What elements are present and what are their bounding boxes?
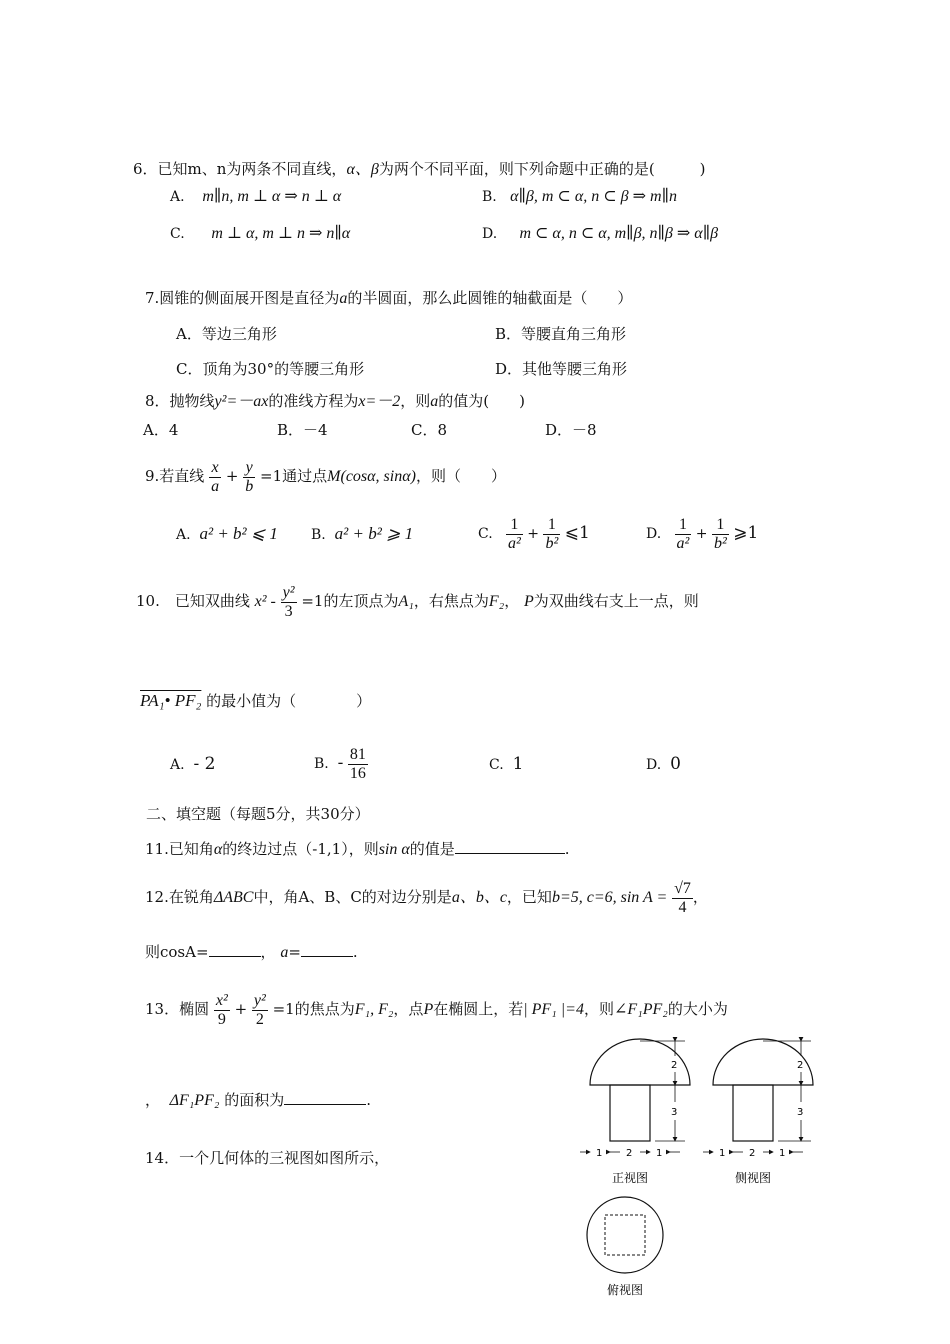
- front-view: [580, 1039, 690, 1152]
- q13-line2: ， ΔF₁PF₂ 的面积为 .: [145, 1088, 371, 1111]
- q7-option-d[interactable]: D．其他等腰三角形: [495, 360, 628, 378]
- front-view-label: 正视图: [612, 1171, 649, 1185]
- front-dim-right: 1: [656, 1148, 663, 1159]
- q10-option-d[interactable]: D. 0: [646, 754, 681, 774]
- q10-stem: 10. 已知双曲线 x² - $\frac{\text{y²}}{3}$ =1的左顶点为A₁，右焦点为F₂， P为双曲线右支上一点，则: [136, 583, 699, 620]
- q12-line2: 则cosA= ， a= .: [145, 940, 358, 963]
- q6-option-b[interactable]: B. α∥β, m ⊂ α, n ⊂ β ⇒ m∥n: [482, 188, 677, 205]
- side-view-stem: [733, 1085, 773, 1141]
- q6-option-a[interactable]: A. m∥n, m ⊥ α ⇒ n ⊥ α: [170, 188, 342, 205]
- q14-stem: 14．一个几何体的三视图如图所示，: [145, 1149, 390, 1167]
- q12-a-blank[interactable]: [301, 940, 353, 957]
- q9-stem: 9.若直线 $\frac{x}{a}$ + $\frac{y}{b}$ =1通过点M(cosα, sinα)，则（ ）: [145, 458, 506, 495]
- q6-option-d[interactable]: D. m ⊂ α, n ⊂ α, m∥β, n∥β ⇒ α∥β: [482, 225, 719, 242]
- q8-option-b[interactable]: B．－4: [277, 421, 328, 439]
- q9-frac-y-b: $\frac{y}{b}$: [245, 458, 254, 495]
- front-dim-top: 2: [671, 1060, 678, 1071]
- q9-option-b[interactable]: B. a² + b² ⩾ 1: [311, 524, 414, 543]
- q7-option-b[interactable]: B．等腰直角三角形: [495, 325, 627, 343]
- q9-option-a[interactable]: A. a² + b² ⩽ 1: [176, 524, 278, 543]
- q7-option-c[interactable]: C．顶角为30°的等腰三角形: [176, 360, 365, 378]
- front-dim-mid: 3: [671, 1107, 678, 1118]
- section-heading: 二、填空题（每题5分，共30分）: [146, 805, 370, 823]
- q6-stem: 6．已知m、n为两条不同直线，α、β为两个不同平面，则下列命题中正确的是( ): [133, 160, 706, 178]
- top-view-label: 俯视图: [607, 1283, 644, 1297]
- q9-option-c[interactable]: C. $\frac{1}{\text{a²}}$ + $\frac{1}{\text{b²}}$ ⩽1: [478, 515, 590, 552]
- top-view: [587, 1197, 663, 1273]
- side-view: [703, 1039, 813, 1152]
- q8-stem: 8．抛物线y²=－ax的准线方程为x=－2，则a的值为( ): [145, 392, 526, 410]
- q8-option-a[interactable]: A．4: [143, 421, 179, 439]
- three-view-figure: [575, 1020, 815, 1340]
- q10-stem-line2: PA₁• PF₂ 的最小值为（ ）: [140, 691, 372, 710]
- side-dim-center: 2: [749, 1148, 756, 1159]
- q9-frac-x-a: $\frac{x}{a}$: [211, 458, 220, 495]
- q10-option-b[interactable]: B. - $\frac{81}{16}$: [314, 745, 366, 782]
- q13-area-blank[interactable]: [284, 1088, 366, 1105]
- q9-option-d[interactable]: D. $\frac{1}{\text{a²}}$ + $\frac{1}{\text{b²}}$ ⩾1: [646, 515, 759, 552]
- side-dim-left: 1: [719, 1148, 726, 1159]
- q11-stem: 11.已知角α的终边过点（-1,1），则sin α的值是 .: [145, 837, 570, 860]
- q11-answer-blank[interactable]: [455, 837, 565, 854]
- q8-option-c[interactable]: C．8: [411, 421, 448, 439]
- front-dim-center: 2: [626, 1148, 633, 1159]
- top-view-circle: [587, 1197, 663, 1273]
- q10-option-c[interactable]: C. 1: [489, 754, 524, 774]
- q8-option-d[interactable]: D．－8: [545, 421, 597, 439]
- q10-option-a[interactable]: A. - 2: [170, 754, 216, 774]
- q12-cos-blank[interactable]: [209, 940, 261, 957]
- q6-option-c[interactable]: C. m ⊥ α, m ⊥ n ⇒ n∥α: [170, 225, 351, 242]
- side-dim-right: 1: [779, 1148, 786, 1159]
- q7-stem: 7.圆锥的侧面展开图是直径为a的半圆面，那么此圆锥的轴截面是（ ）: [145, 289, 633, 307]
- side-dim-top: 2: [797, 1060, 804, 1071]
- side-dim-mid: 3: [797, 1107, 804, 1118]
- q7-option-a[interactable]: A．等边三角形: [176, 325, 277, 343]
- front-dim-left: 1: [596, 1148, 603, 1159]
- top-view-dashed-square: [605, 1215, 645, 1255]
- front-view-stem: [610, 1085, 650, 1141]
- q13-stem: 13．椭圆 $\frac{\text{x²}}{9}$ + $\frac{\text{y²}}{2}$ =1的焦点为F₁, F₂，点P在椭圆上，若| PF₁ |=4，则∠F₁PF₂的大小为: [145, 991, 728, 1028]
- side-view-label: 侧视图: [735, 1171, 772, 1185]
- q12-stem: 12.在锐角ΔABC中，角A、B、C的对边分别是a、b、c，已知b=5, c=6, sin A = $\frac{√7}{4}$ ，: [145, 879, 708, 916]
